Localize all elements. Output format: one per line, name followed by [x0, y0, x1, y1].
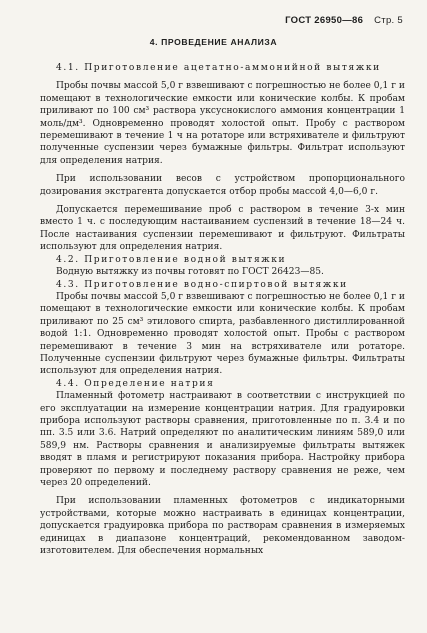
paragraph: При использовании весов с устройством пропорционального дозирования экстрагента допускается отбор пробы массой 4,0—6,0 г.	[40, 174, 405, 197]
subsection-heading-4-3: 4.3. Приготовление водно-спиртовой вытяжки	[56, 279, 348, 290]
page-number: Стр. 5	[374, 15, 403, 26]
standard-number: ГОСТ 26950—86	[285, 15, 364, 26]
document-body	[40, 62, 405, 557]
section-title: 4. ПРОВЕДЕНИЕ АНАЛИЗА	[149, 37, 278, 47]
paragraph: При использовании пламенных фотометров с индикаторными устройствами, которые можно настраивать в единицах концентрации, допускается градуировка прибора по растворам сравнения в измеряемых единицах в диапазоне концентраций, рекомендованном заводом-изготовителем. Для обеспечения нормальных	[40, 496, 405, 557]
paragraph: Пламенный фотометр настраивают в соответствии с инструкцией по его эксплуатации на измерение концентрации натрия. Для градуировки прибора используют растворы сравнения, приготовленные по п. 3.4 и по пп. 3.5 или 3.6. Натрий определяют по аналитическим линиям 589,0 или 589,9 нм. Растворы сравнения и анализируемые фильтраты вытяжек вводят в пламя и регистрируют показания прибора. Настройку прибора проверяют по первому и последнему раствору сравнения не реже, чем через 20 определений.	[40, 391, 405, 488]
subsection-heading-4-2: 4.2. Приготовление водной вытяжки	[56, 254, 287, 265]
paragraph: Допускается перемешивание проб с раствором в течение 3-х мин вместо 1 ч. с последующим настаиванием суспензий в течение 18—24 ч. После настаивания суспензии перемешивают и фильтруют. Фильтраты используют для определения натрия.	[40, 205, 405, 253]
paragraph: Пробы почвы массой 5,0 г взвешивают с погрешностью не более 0,1 г и помещают в технологические емкости или конические колбы. К пробам приливают по 100 см³ раствора уксуснокислого аммония концентрации 1 моль/дм³. Одновременно проводят холостой опыт. Пробу с раствором перемешивают в течение 1 ч на ротаторе или встряхивателе и фильтруют полученные суспензии через бумажные фильтры. Фильтрат используют для определения натрия.	[40, 81, 405, 166]
page-header	[285, 15, 403, 26]
subsection-heading-4-1: 4.1. Приготовление ацетатно-аммонийной вытяжки	[56, 63, 381, 73]
paragraph: Водную вытяжку из почвы готовят по ГОСТ 26423—85.	[56, 267, 324, 278]
paragraph: Пробы почвы массой 5,0 г взвешивают с погрешностью не более 0,1 г и помещают в технологические емкости или конические колбы. К пробам приливают по 25 см³ этилового спирта, разбавленного дистиллированной водой 1:1. Одновременно проводят холостой опыт. Пробы с раствором перемешивают в течение 3 мин на встряхивателе или ротаторе. Полученные суспензии фильтруют через бумажные фильтры. Фильтраты используют для определения натрия.	[40, 291, 405, 377]
subsection-heading-4-4: 4.4. Определение натрия	[56, 378, 215, 389]
